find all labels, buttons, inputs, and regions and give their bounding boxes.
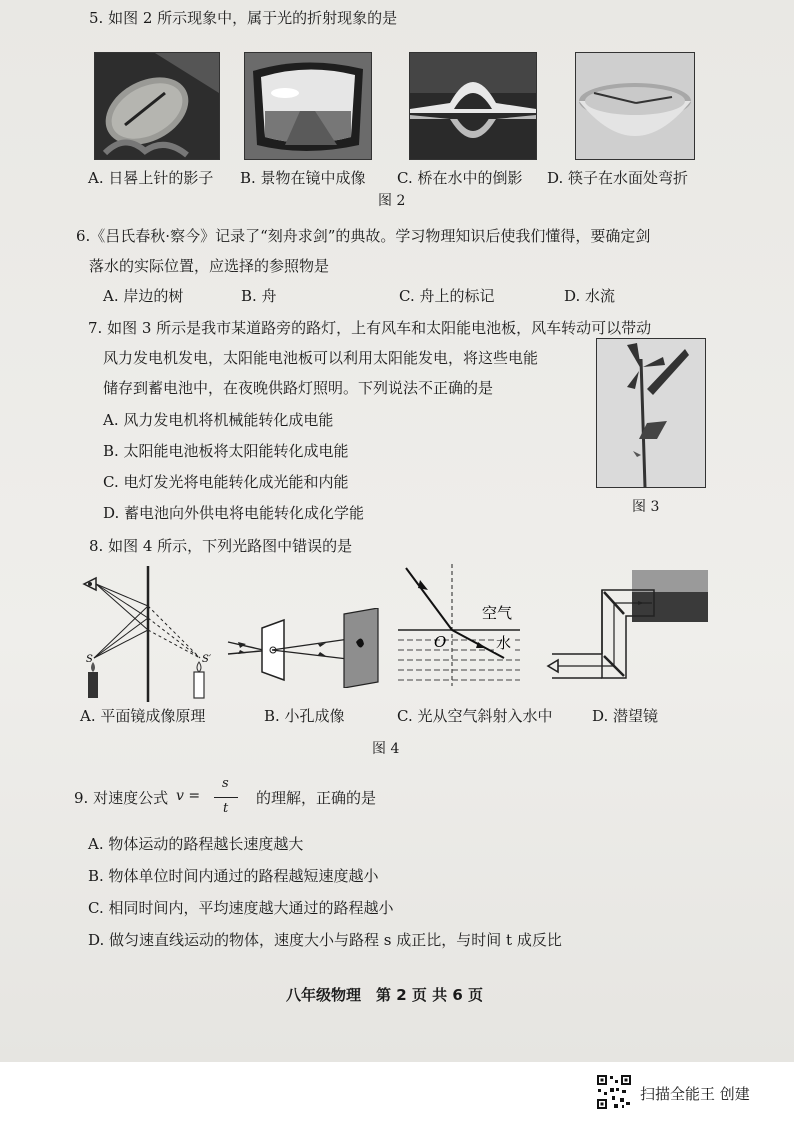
sundial-photo bbox=[94, 52, 220, 160]
bridge-reflection-photo bbox=[409, 52, 537, 160]
q7-stem-line1: 7. 如图 3 所示是我市某道路旁的路灯，上有风车和太阳能电池板，风车转动可以带动 bbox=[88, 319, 652, 337]
q6-stem-line1: 6.《吕氏春秋·察今》记录了“刻舟求剑”的典故。学习物理知识后使我们懂得，要确定剑 bbox=[76, 227, 651, 245]
q9-option-d: D. 做匀速直线运动的物体，速度大小与路程 s 成正比，与时间 t 成反比 bbox=[88, 931, 562, 949]
q8-option-b: B. 小孔成像 bbox=[264, 707, 345, 725]
q5-option-d: D. 筷子在水面处弯折 bbox=[547, 169, 689, 187]
q8-stem: 8. 如图 4 所示，下列光路图中错误的是 bbox=[89, 537, 353, 555]
plane-mirror-diagram bbox=[74, 566, 224, 704]
car-mirror-photo bbox=[244, 52, 372, 160]
q7-stem-line2: 风力发电机发电，太阳能电池板可以利用太阳能发电，将这些电能 bbox=[103, 349, 539, 367]
q5-option-a: A. 日晷上针的影子 bbox=[88, 169, 214, 187]
q6-option-d: D. 水流 bbox=[564, 287, 616, 305]
q8-option-d: D. 潜望镜 bbox=[592, 707, 659, 725]
scanner-watermark: 扫描全能王 创建 bbox=[640, 1085, 750, 1103]
q6-option-b: B. 舟 bbox=[241, 287, 277, 305]
streetlight-photo bbox=[596, 338, 706, 488]
figure-4-caption: 图 4 bbox=[372, 741, 400, 757]
q6-option-a: A. 岸边的树 bbox=[103, 287, 184, 305]
q6-option-c: C. 舟上的标记 bbox=[399, 287, 495, 305]
q9-option-a: A. 物体运动的路程越长速度越大 bbox=[88, 835, 304, 853]
q8-option-c: C. 光从空气斜射入水中 bbox=[397, 707, 553, 725]
label-s: S bbox=[86, 654, 93, 665]
q9-option-b: B. 物体单位时间内通过的路程越短速度越小 bbox=[88, 867, 379, 885]
q6-stem-line2: 落水的实际位置，应选择的参照物是 bbox=[89, 257, 330, 275]
page-footer: 八年级物理 第 2 页 共 6 页 bbox=[286, 986, 483, 1004]
q9-option-c: C. 相同时间内，平均速度越大通过的路程越小 bbox=[88, 899, 394, 917]
fraction-bar bbox=[214, 797, 238, 798]
q8-option-a: A. 平面镜成像原理 bbox=[80, 707, 206, 725]
pinhole-diagram bbox=[226, 608, 386, 688]
q7-option-a: A. 风力发电机将机械能转化成电能 bbox=[103, 411, 334, 429]
label-s-prime: S′ bbox=[202, 654, 212, 665]
periscope-diagram bbox=[544, 570, 708, 688]
formula-numerator: s bbox=[222, 776, 229, 791]
q7-stem-line3: 储存到蓄电池中，在夜晚供路灯照明。下列说法不正确的是 bbox=[103, 379, 494, 397]
qr-code-icon bbox=[596, 1074, 632, 1110]
formula-denominator: t bbox=[223, 801, 229, 816]
label-o: O bbox=[434, 633, 447, 651]
q9-stem-pre: 9. 对速度公式 bbox=[74, 789, 169, 807]
label-air: 空气 bbox=[482, 604, 513, 622]
q7-option-b: B. 太阳能电池板将太阳能转化成电能 bbox=[103, 442, 349, 460]
q5-stem: 5. 如图 2 所示现象中，属于光的折射现象的是 bbox=[89, 9, 398, 27]
q7-option-c: C. 电灯发光将电能转化成光能和内能 bbox=[103, 473, 349, 491]
q5-option-c: C. 桥在水中的倒影 bbox=[397, 169, 523, 187]
q9-stem-post: 的理解，正确的是 bbox=[256, 789, 377, 807]
figure-3-caption: 图 3 bbox=[632, 499, 660, 515]
chopsticks-water-photo bbox=[575, 52, 695, 160]
formula-v: v = bbox=[176, 788, 201, 804]
q5-option-b: B. 景物在镜中成像 bbox=[240, 169, 366, 187]
label-water: 水 bbox=[496, 634, 512, 652]
refraction-diagram bbox=[396, 564, 522, 688]
q7-option-d: D. 蓄电池向外供电将电能转化成化学能 bbox=[103, 504, 365, 522]
figure-2-caption: 图 2 bbox=[378, 193, 406, 209]
